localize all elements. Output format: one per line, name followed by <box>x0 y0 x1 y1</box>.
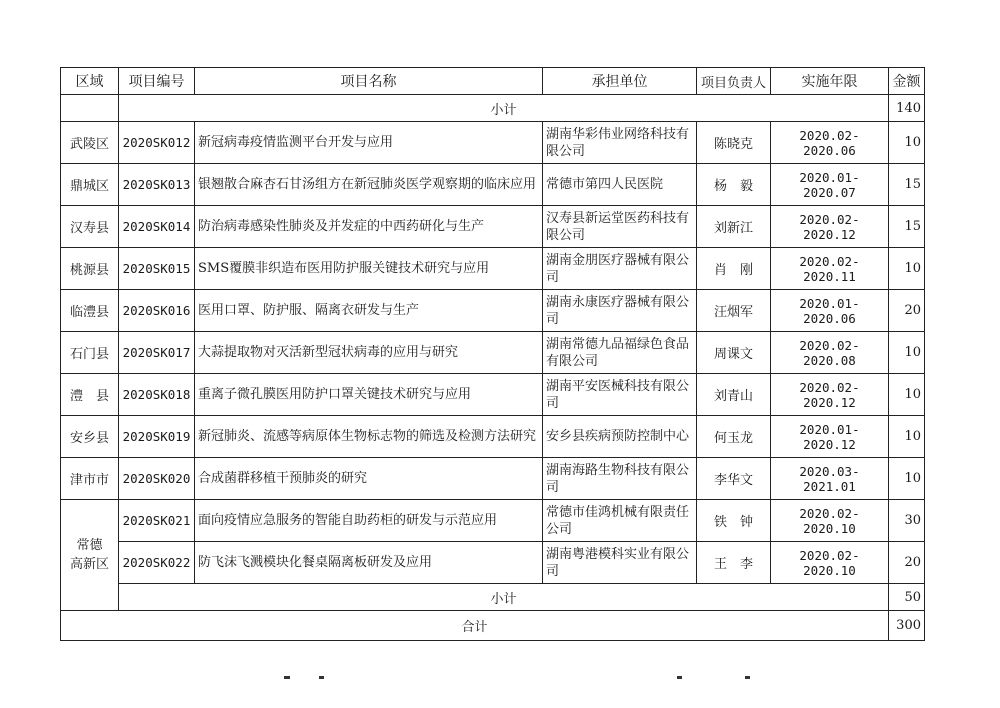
org-cell: 安乡县疾病预防控制中心 <box>543 416 697 458</box>
org-cell: 湖南粤港模科实业有限公司 <box>543 542 697 584</box>
code-cell: 2020SK018 <box>119 374 195 416</box>
period-cell: 2020.01-2020.06 <box>771 290 889 332</box>
leader-cell: 李华文 <box>697 458 771 500</box>
project-name-cell: 防治病毒感染性肺炎及并发症的中西药研化与生产 <box>195 206 543 248</box>
region-cell: 汉寿县 <box>61 206 119 248</box>
period-cell: 2020.03-2021.01 <box>771 458 889 500</box>
table-row <box>61 374 925 416</box>
period-cell: 2020.02-2020.12 <box>771 206 889 248</box>
code-cell: 2020SK021 <box>119 500 195 542</box>
project-name-cell: SMS覆膜非织造布医用防护服关键技术研究与应用 <box>195 248 543 290</box>
leader-cell: 刘新江 <box>697 206 771 248</box>
period-cell: 2020.02-2020.06 <box>771 122 889 164</box>
amount-cell: 30 <box>889 500 925 542</box>
amount-cell: 20 <box>889 290 925 332</box>
region-cell: 安乡县 <box>61 416 119 458</box>
project-name-cell: 医用口罩、防护服、隔离衣研发与生产 <box>195 290 543 332</box>
amount-cell: 15 <box>889 164 925 206</box>
header-row <box>61 68 925 95</box>
period-cell: 2020.02-2020.10 <box>771 542 889 584</box>
gxq-subtotal-amount: 50 <box>889 584 925 611</box>
header-name: 项目名称 <box>195 68 543 95</box>
code-cell: 2020SK019 <box>119 416 195 458</box>
gxq-subtotal-row <box>61 584 925 611</box>
amount-cell: 20 <box>889 542 925 584</box>
scan-mark <box>677 676 682 679</box>
period-cell: 2020.02-2020.12 <box>771 374 889 416</box>
header-amount: 金额 <box>889 68 925 95</box>
period-cell: 2020.02-2020.10 <box>771 500 889 542</box>
leader-cell: 刘青山 <box>697 374 771 416</box>
region-cell: 常德 高新区 <box>61 500 119 611</box>
table-row <box>61 164 925 206</box>
total-row <box>61 611 925 641</box>
table-row <box>61 122 925 164</box>
org-cell: 湖南华彩伟业网络科技有限公司 <box>543 122 697 164</box>
leader-cell: 铁 钟 <box>697 500 771 542</box>
amount-cell: 10 <box>889 248 925 290</box>
code-cell: 2020SK013 <box>119 164 195 206</box>
table-row <box>61 248 925 290</box>
period-cell: 2020.01-2020.12 <box>771 416 889 458</box>
total-label: 合计 <box>61 611 889 641</box>
region-cell: 临澧县 <box>61 290 119 332</box>
header-org: 承担单位 <box>543 68 697 95</box>
org-cell: 湖南常德九品福绿色食品有限公司 <box>543 332 697 374</box>
org-cell: 湖南金朋医疗器械有限公司 <box>543 248 697 290</box>
top-subtotal-label: 小计 <box>119 95 889 122</box>
header-leader: 项目负责人 <box>697 68 771 95</box>
project-name-cell: 防飞沫飞溅模块化餐桌隔离板研发及应用 <box>195 542 543 584</box>
project-table <box>60 67 925 641</box>
org-cell: 湖南海路生物科技有限公司 <box>543 458 697 500</box>
scan-mark <box>284 676 290 679</box>
amount-cell: 10 <box>889 458 925 500</box>
code-cell: 2020SK020 <box>119 458 195 500</box>
leader-cell: 周课文 <box>697 332 771 374</box>
gxq-subtotal-label: 小计 <box>119 584 889 611</box>
leader-cell: 何玉龙 <box>697 416 771 458</box>
table-row <box>61 206 925 248</box>
code-cell: 2020SK014 <box>119 206 195 248</box>
scan-mark <box>319 676 324 679</box>
table-row <box>61 332 925 374</box>
region-cell: 鼎城区 <box>61 164 119 206</box>
leader-cell: 王 李 <box>697 542 771 584</box>
code-cell: 2020SK015 <box>119 248 195 290</box>
period-cell: 2020.02-2020.11 <box>771 248 889 290</box>
region-cell: 石门县 <box>61 332 119 374</box>
code-cell: 2020SK012 <box>119 122 195 164</box>
period-cell: 2020.02-2020.08 <box>771 332 889 374</box>
project-name-cell: 新冠病毒疫情监测平台开发与应用 <box>195 122 543 164</box>
org-cell: 常德市第四人民医院 <box>543 164 697 206</box>
amount-cell: 10 <box>889 332 925 374</box>
header-period: 实施年限 <box>771 68 889 95</box>
total-amount: 300 <box>889 611 925 641</box>
table-row <box>61 542 925 584</box>
code-cell: 2020SK016 <box>119 290 195 332</box>
project-name-cell: 重离子微孔膜医用防护口罩关键技术研究与应用 <box>195 374 543 416</box>
org-cell: 湖南平安医械科技有限公司 <box>543 374 697 416</box>
region-cell: 澧 县 <box>61 374 119 416</box>
leader-cell: 汪烟军 <box>697 290 771 332</box>
amount-cell: 10 <box>889 416 925 458</box>
table-row <box>61 458 925 500</box>
table-row <box>61 416 925 458</box>
region-cell: 武陵区 <box>61 122 119 164</box>
leader-cell: 陈晓克 <box>697 122 771 164</box>
region-cell: 津市市 <box>61 458 119 500</box>
amount-cell: 10 <box>889 122 925 164</box>
org-cell: 湖南永康医疗器械有限公司 <box>543 290 697 332</box>
project-name-cell: 合成菌群移植干预肺炎的研究 <box>195 458 543 500</box>
amount-cell: 15 <box>889 206 925 248</box>
project-name-cell: 面向疫情应急服务的智能自助药柜的研发与示范应用 <box>195 500 543 542</box>
header-region: 区域 <box>61 68 119 95</box>
code-cell: 2020SK017 <box>119 332 195 374</box>
leader-cell: 杨 毅 <box>697 164 771 206</box>
project-name-cell: 银翘散合麻杏石甘汤组方在新冠肺炎医学观察期的临床应用 <box>195 164 543 206</box>
region-cell: 桃源县 <box>61 248 119 290</box>
amount-cell: 10 <box>889 374 925 416</box>
org-cell: 常德市佳鸿机械有限责任公司 <box>543 500 697 542</box>
top-subtotal-row <box>61 95 925 122</box>
table-row <box>61 500 925 542</box>
code-cell: 2020SK022 <box>119 542 195 584</box>
leader-cell: 肖 刚 <box>697 248 771 290</box>
period-cell: 2020.01-2020.07 <box>771 164 889 206</box>
org-cell: 汉寿县新运堂医药科技有限公司 <box>543 206 697 248</box>
project-name-cell: 大蒜提取物对灭活新型冠状病毒的应用与研究 <box>195 332 543 374</box>
table-row <box>61 290 925 332</box>
top-subtotal-blank <box>61 95 119 122</box>
project-name-cell: 新冠肺炎、流感等病原体生物标志物的筛选及检测方法研究 <box>195 416 543 458</box>
scan-mark <box>745 676 750 679</box>
top-subtotal-amount: 140 <box>889 95 925 122</box>
header-code: 项目编号 <box>119 68 195 95</box>
